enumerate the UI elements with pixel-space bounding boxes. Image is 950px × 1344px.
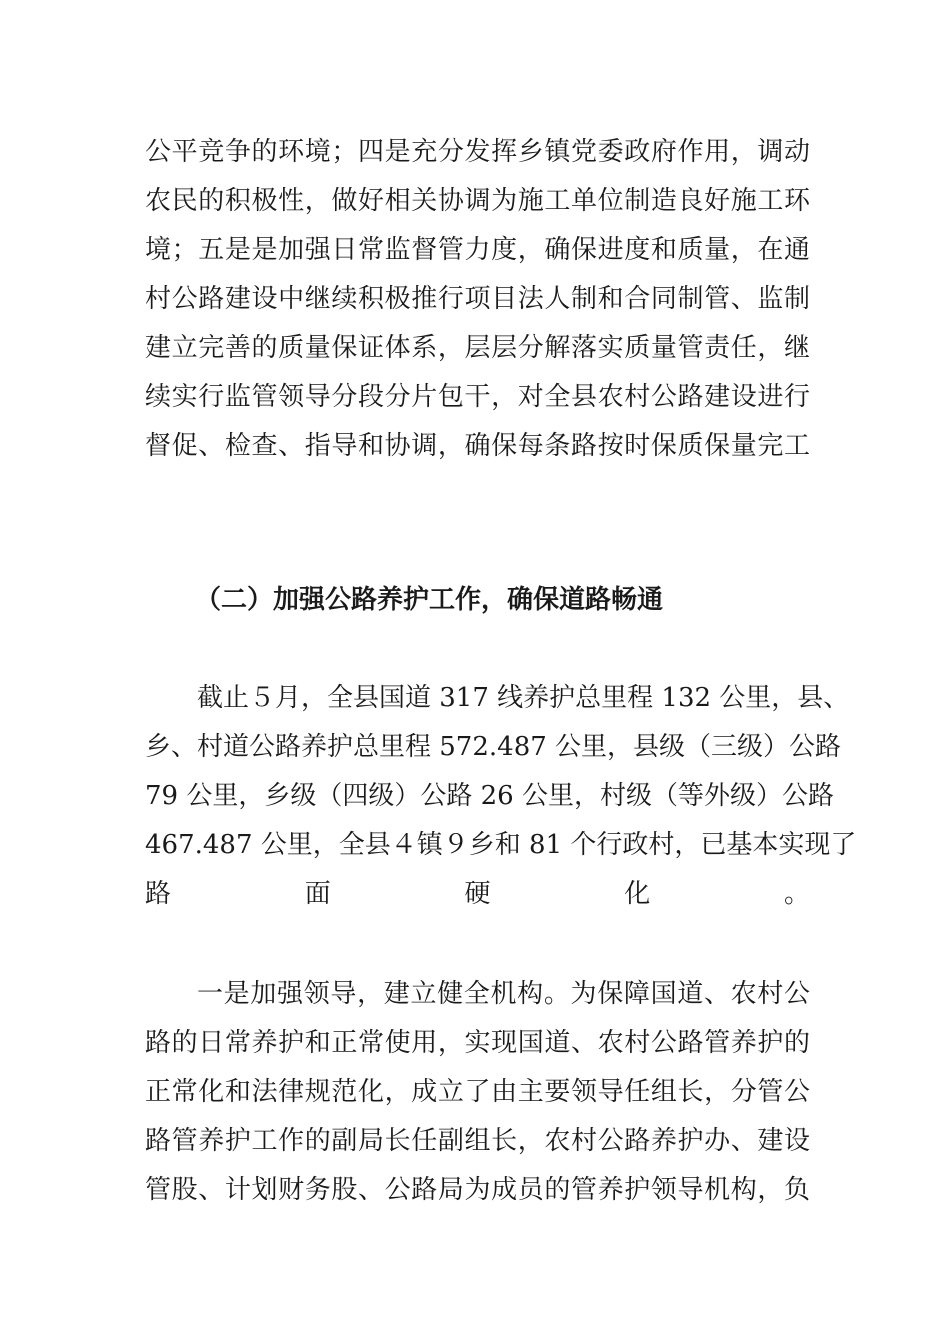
paragraph-maintenance-mileage bbox=[145, 674, 857, 919]
text-line: 乡、村道公路养护总里程 572.487 公里，县级（三级）公路 bbox=[145, 732, 842, 762]
text-line: 路面硬化。 bbox=[145, 879, 810, 909]
text-line: 管股、计划财务股、公路局为成员的管养护领导机构，负 bbox=[145, 1175, 810, 1205]
section-heading: （二）加强公路养护工作，确保道路畅通 bbox=[195, 585, 664, 615]
text-line: 路的日常养护和正常使用，实现国道、农村公路管养护的 bbox=[145, 1028, 810, 1058]
text-line: 建立完善的质量保证体系，层层分解落实质量管责任，继 bbox=[145, 333, 810, 363]
text-line: 督促、检查、指导和协调，确保每条路按时保质保量完工 bbox=[145, 431, 810, 461]
paragraph-road-construction bbox=[145, 128, 810, 471]
text-line: 一是加强领导，建立健全机构。为保障国道、农村公 bbox=[197, 979, 810, 1009]
text-line: 79 公里，乡级（四级）公路 26 公里，村级（等外级）公路 bbox=[145, 781, 834, 811]
text-line: 村公路建设中继续积极推行项目法人制和合同制管、监制 bbox=[145, 284, 810, 314]
text-line: 路管养护工作的副局长任副组长，农村公路养护办、建设 bbox=[145, 1126, 810, 1156]
text-line: 截止５月，全县国道 317 线养护总里程 132 公里，县、 bbox=[197, 683, 850, 713]
text-line: 467.487 公里，全县４镇９乡和 81 个行政村，已基本实现了 bbox=[145, 830, 857, 860]
text-line: 续实行监管领导分段分片包干，对全县农村公路建设进行 bbox=[145, 382, 810, 412]
paragraph-leadership-organization bbox=[145, 970, 810, 1215]
text-line: 公平竞争的环境；四是充分发挥乡镇党委政府作用，调动 bbox=[145, 137, 810, 167]
text-line: 境；五是是加强日常监督管力度，确保进度和质量，在通 bbox=[145, 235, 810, 265]
text-line: 农民的积极性，做好相关协调为施工单位制造良好施工环 bbox=[145, 186, 810, 216]
text-line: 正常化和法律规范化，成立了由主要领导任组长，分管公 bbox=[145, 1077, 810, 1107]
